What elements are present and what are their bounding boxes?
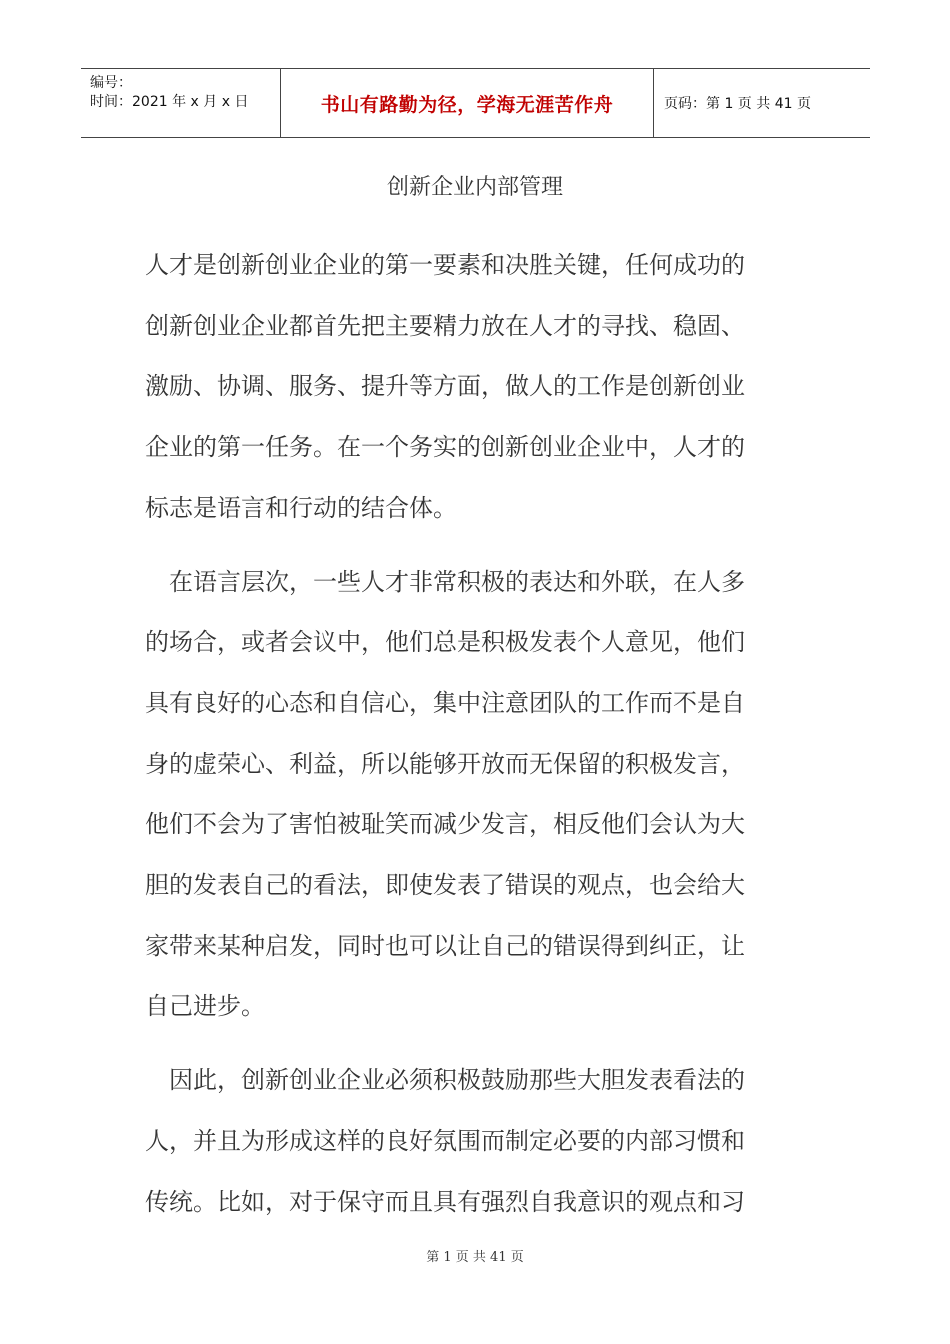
document-body bbox=[145, 235, 785, 1232]
text-line: 传统。比如，对于保守而且具有强烈自我意识的观点和习 bbox=[145, 1187, 745, 1216]
text-line: 家带来某种启发，同时也可以让自己的错误得到纠正，让 bbox=[145, 931, 745, 960]
paragraph-1 bbox=[145, 235, 785, 539]
motto-text: 书山有路勤为径，学海无涯苦作舟 bbox=[320, 93, 614, 116]
document-header bbox=[81, 68, 870, 138]
text-line: 人，并且为形成这样的良好氛围而制定必要的内部习惯和 bbox=[145, 1126, 745, 1155]
text-line: 创新创业企业都首先把主要精力放在人才的寻找、稳固、 bbox=[145, 311, 745, 340]
header-meta-cell bbox=[81, 69, 281, 137]
header-motto-cell bbox=[281, 69, 654, 137]
text-line: 因此，创新创业企业必须积极鼓励那些大胆发表看法的 bbox=[145, 1066, 745, 1095]
text-line: 的场合，或者会议中，他们总是积极发表个人意见，他们 bbox=[145, 628, 745, 657]
date-label: 时间：2021 年 x 月 x 日 bbox=[90, 94, 249, 110]
paragraph-3 bbox=[145, 1050, 785, 1232]
paragraph-2 bbox=[145, 552, 785, 1038]
page-info: 页码：第 1 页 共 41 页 bbox=[664, 96, 811, 112]
text-line: 自己进步。 bbox=[145, 992, 265, 1021]
text-line: 胆的发表自己的看法，即使发表了错误的观点，也会给大 bbox=[145, 871, 745, 900]
document-title: 创新企业内部管理 bbox=[386, 175, 563, 200]
text-line: 激励、协调、服务、提升等方面，做人的工作是创新创业 bbox=[145, 372, 745, 401]
serial-label: 编号： bbox=[90, 75, 132, 91]
text-line: 身的虚荣心、利益，所以能够开放而无保留的积极发言， bbox=[145, 749, 745, 778]
text-line: 企业的第一任务。在一个务实的创新创业企业中，人才的 bbox=[145, 433, 745, 462]
text-line: 在语言层次，一些人才非常积极的表达和外联，在人多 bbox=[145, 567, 745, 596]
header-page-cell bbox=[654, 69, 870, 137]
text-line: 具有良好的心态和自信心，集中注意团队的工作而不是自 bbox=[145, 688, 745, 717]
text-line: 他们不会为了害怕被耻笑而减少发言，相反他们会认为大 bbox=[145, 810, 745, 839]
text-line: 标志是语言和行动的结合体。 bbox=[145, 493, 457, 522]
page-footer: 第 1 页 共 41 页 bbox=[426, 1250, 524, 1265]
text-line: 人才是创新创业企业的第一要素和决胜关键，任何成功的 bbox=[145, 251, 745, 279]
